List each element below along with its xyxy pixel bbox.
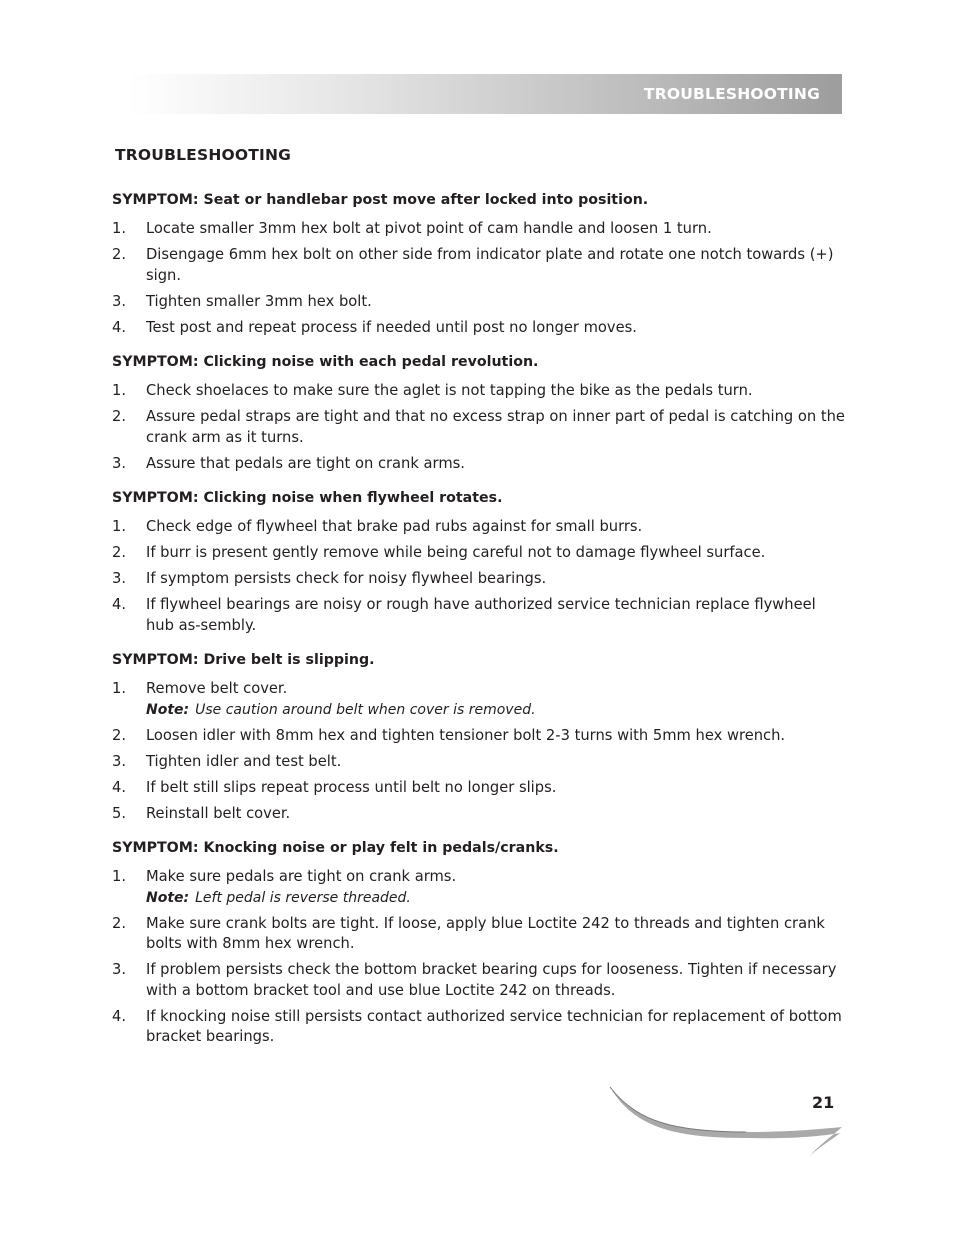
step-text: Tighten idler and test belt. (146, 752, 342, 770)
steps-list (112, 679, 847, 824)
step-text: Reinstall belt cover. (146, 804, 291, 822)
step-text: Check edge of flywheel that brake pad rubs against for small burrs. (146, 518, 643, 535)
step-number: 3. (112, 961, 127, 978)
note-text: Left pedal is reverse threaded. (195, 889, 411, 906)
step-number: 2. (112, 544, 127, 561)
step-item (112, 595, 847, 636)
step-number: 2. (112, 408, 127, 425)
page-title: TROUBLESHOOTING (115, 146, 292, 164)
step-item (112, 219, 847, 240)
step-item (112, 867, 847, 908)
step-text: Test post and repeat process if needed until post no longer moves. (146, 318, 637, 336)
step-number: 1. (112, 220, 127, 237)
step-item (112, 517, 847, 538)
symptom-section (112, 190, 847, 338)
symptom-heading: SYMPTOM: Knocking noise or play felt in pedals/cranks. (112, 840, 559, 856)
step-item (112, 245, 847, 286)
step-number: 3. (112, 570, 127, 587)
symptom-heading: SYMPTOM: Clicking noise with each pedal revolution. (112, 354, 539, 370)
step-number: 1. (112, 382, 127, 399)
step-number: 3. (112, 752, 127, 770)
note-label: Note: (146, 701, 190, 718)
step-number: 5. (112, 804, 127, 822)
step-item (112, 292, 847, 313)
step-item (112, 569, 847, 590)
step-text: If knocking noise still persists contact authorized service technician for replacement of bottom bracket bearings. (146, 1007, 842, 1045)
step-text: If belt still slips repeat process until belt no longer slips. (146, 778, 557, 796)
step-number: 3. (112, 292, 127, 310)
symptom-heading: SYMPTOM: Seat or handlebar post move after locked into position. (112, 192, 649, 208)
step-text: Check shoelaces to make sure the aglet is not tapping the bike as the pedals turn. (146, 382, 753, 399)
step-item (112, 960, 847, 1001)
step-note (146, 700, 847, 721)
page-number: 21 (812, 1093, 835, 1112)
troubleshooting-content (112, 190, 847, 1062)
step-item (112, 318, 847, 339)
note-text: Use caution around belt when cover is removed. (195, 701, 536, 718)
step-text: Make sure crank bolts are tight. If loose, apply blue Loctite 242 to threads and tighten crank bolts with 8mm hex wrench. (146, 914, 825, 952)
step-item (112, 914, 847, 955)
step-item (112, 543, 847, 564)
symptom-heading: SYMPTOM: Drive belt is slipping. (112, 652, 375, 668)
swoosh-logo-icon (606, 1082, 846, 1162)
step-number: 4. (112, 318, 127, 336)
symptom-heading: SYMPTOM: Clicking noise when flywheel rotates. (112, 490, 503, 506)
header-bar (128, 74, 842, 114)
step-text: Loosen idler with 8mm hex and tighten tensioner bolt 2-3 turns with 5mm hex wrench. (146, 726, 786, 744)
steps-list (112, 867, 847, 1048)
steps-list (112, 219, 847, 338)
step-text: Assure pedal straps are tight and that no excess strap on inner part of pedal is catching on the crank arm as it turns. (146, 408, 845, 446)
symptom-section (112, 352, 847, 474)
step-number: 1. (112, 518, 127, 535)
step-text: Disengage 6mm hex bolt on other side from indicator plate and rotate one notch towards (+) sign. (146, 246, 834, 284)
step-item (112, 454, 847, 475)
step-text: Locate smaller 3mm hex bolt at pivot point of cam handle and loosen 1 turn. (146, 220, 712, 237)
step-text: Make sure pedals are tight on crank arms. (146, 868, 457, 885)
step-text: If symptom persists check for noisy flywheel bearings. (146, 570, 547, 587)
step-item (112, 407, 847, 448)
step-item (112, 381, 847, 402)
step-text: Assure that pedals are tight on crank arms. (146, 454, 465, 472)
step-text: Remove belt cover. (146, 680, 288, 697)
step-number: 3. (112, 454, 127, 472)
step-number: 4. (112, 596, 127, 613)
step-text: Tighten smaller 3mm hex bolt. (146, 292, 372, 310)
symptom-section (112, 650, 847, 824)
step-item (112, 804, 847, 825)
step-item (112, 778, 847, 799)
step-number: 2. (112, 726, 127, 744)
step-number: 4. (112, 1007, 127, 1025)
steps-list (112, 517, 847, 636)
step-number: 2. (112, 246, 127, 263)
symptom-section (112, 838, 847, 1048)
symptom-section (112, 488, 847, 636)
step-item (112, 752, 847, 773)
step-item (112, 726, 847, 747)
step-number: 1. (112, 680, 127, 697)
step-number: 1. (112, 868, 127, 885)
header-title: TROUBLESHOOTING (643, 85, 820, 103)
step-number: 2. (112, 914, 127, 932)
steps-list (112, 381, 847, 474)
step-text: If problem persists check the bottom bracket bearing cups for looseness. Tighten if necessary with a bottom bracket tool and use blue Loctite 242 on threads. (146, 961, 837, 999)
step-item (112, 679, 847, 720)
step-item (112, 1007, 847, 1048)
step-note (146, 888, 847, 909)
step-text: If flywheel bearings are noisy or rough have authorized service technician replace flywheel hub as-sembly. (146, 596, 816, 634)
note-label: Note: (146, 889, 190, 906)
step-number: 4. (112, 778, 127, 796)
step-text: If burr is present gently remove while being careful not to damage flywheel surface. (146, 544, 766, 561)
